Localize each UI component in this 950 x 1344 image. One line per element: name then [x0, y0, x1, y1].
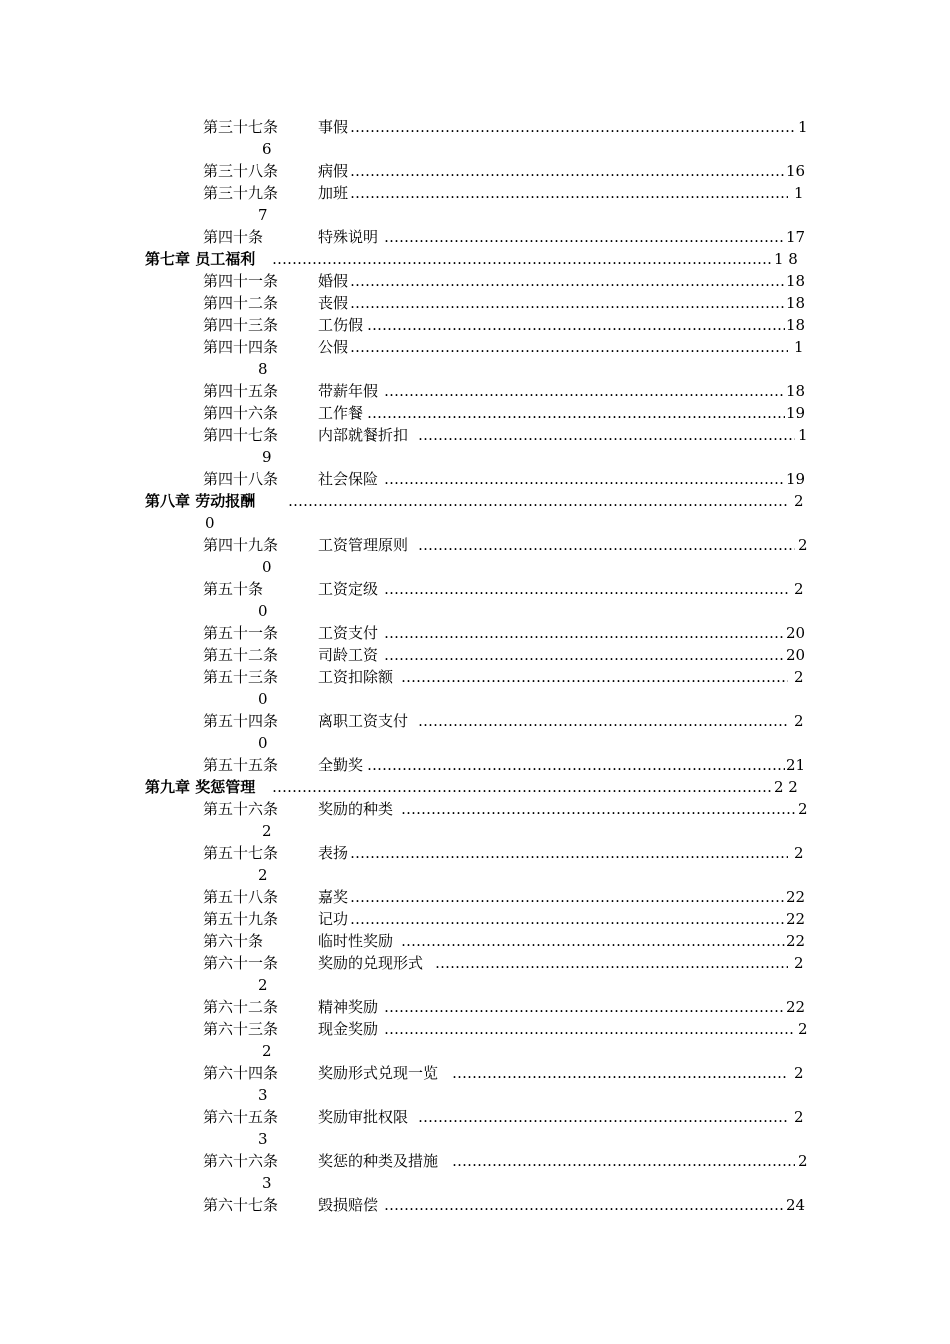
article-number: 第六十三条 [203, 1020, 279, 1038]
page-number: 22 [786, 888, 806, 906]
leader-dots [384, 644, 785, 666]
toc-entry [0, 292, 950, 314]
page-number: 2 [794, 1108, 804, 1126]
page-number: 19 [786, 404, 806, 422]
article-number: 第四十一条 [203, 272, 279, 290]
leader-dots [367, 754, 785, 776]
article-title: 临时性奖励 [318, 932, 394, 950]
toc-entry-wrap [0, 1172, 950, 1194]
page-number-wrap: 0 [258, 690, 268, 708]
article-title: 婚假 [318, 272, 349, 290]
article-title: 表扬 [318, 844, 349, 862]
toc-entry [0, 644, 950, 666]
toc-entry-wrap [0, 974, 950, 996]
toc-entry [0, 534, 950, 556]
article-number: 第五十八条 [203, 888, 279, 906]
page-number-wrap: 6 [262, 140, 272, 158]
article-number: 第四十条 [203, 228, 264, 246]
article-title: 工资支付 [318, 624, 379, 642]
article-title: 加班 [318, 184, 349, 202]
article-number: 第五十九条 [203, 910, 279, 928]
leader-dots [452, 1062, 788, 1084]
toc-entry [0, 842, 950, 864]
toc-entry-wrap [0, 600, 950, 622]
article-title: 社会保险 [318, 470, 379, 488]
leader-dots [350, 270, 785, 292]
article-number: 第三十九条 [203, 184, 279, 202]
toc-entry [0, 402, 950, 424]
toc-entry [0, 886, 950, 908]
article-number: 第六十四条 [203, 1064, 279, 1082]
page-number-wrap: 2 [258, 976, 268, 994]
leader-dots [401, 930, 785, 952]
leader-dots [350, 842, 788, 864]
toc-entry [0, 1062, 950, 1084]
article-title: 离职工资支付 [318, 712, 409, 730]
page-number: 22 [786, 910, 806, 928]
page-number: 18 [786, 382, 806, 400]
page-number: 2 [794, 1064, 804, 1082]
leader-dots [384, 1018, 795, 1040]
toc-entry-wrap [0, 1040, 950, 1062]
page-number: 2 [794, 954, 804, 972]
leader-dots [452, 1150, 795, 1172]
article-number: 第五十七条 [203, 844, 279, 862]
leader-dots [401, 798, 795, 820]
article-number: 第四十五条 [203, 382, 279, 400]
leader-dots [384, 578, 788, 600]
leader-dots [272, 776, 772, 798]
page-number: 17 [786, 228, 806, 246]
page-number-wrap: 2 [258, 866, 268, 884]
article-title: 司龄工资 [318, 646, 379, 664]
article-title: 奖励的种类 [318, 800, 394, 818]
article-title: 丧假 [318, 294, 349, 312]
toc-entry [0, 622, 950, 644]
article-number: 第四十三条 [203, 316, 279, 334]
toc-entry [0, 160, 950, 182]
article-title: 带薪年假 [318, 382, 379, 400]
page-number: 20 [786, 646, 806, 664]
article-title: 嘉奖 [318, 888, 349, 906]
article-title: 病假 [318, 162, 349, 180]
article-title: 毁损赔偿 [318, 1196, 379, 1214]
page-number: 16 [786, 162, 806, 180]
leader-dots [384, 996, 785, 1018]
article-number: 第六十条 [203, 932, 264, 950]
page-number: 1 [798, 118, 808, 136]
toc-entry [0, 336, 950, 358]
toc-entry-wrap [0, 358, 950, 380]
toc-entry [0, 908, 950, 930]
article-number: 第三十七条 [203, 118, 279, 136]
toc-chapter-wrap [0, 512, 950, 534]
article-title: 全勤奖 [318, 756, 364, 774]
page-number: 18 [786, 272, 806, 290]
toc-entry [0, 754, 950, 776]
leader-dots [435, 952, 788, 974]
article-number: 第五十五条 [203, 756, 279, 774]
page-number: 1 [794, 338, 804, 356]
page-number-wrap: 8 [258, 360, 268, 378]
toc-entry-wrap [0, 556, 950, 578]
toc-entry-wrap [0, 138, 950, 160]
toc-entry [0, 930, 950, 952]
page-number: 1 8 [774, 250, 798, 268]
toc-entry [0, 1194, 950, 1216]
article-number: 第四十七条 [203, 426, 279, 444]
toc-entry-wrap [0, 732, 950, 754]
toc-entry-wrap [0, 864, 950, 886]
toc-entry [0, 270, 950, 292]
page-number: 2 [794, 580, 804, 598]
chapter-title: 第九章 奖惩管理 [145, 778, 256, 796]
article-title: 内部就餐折扣 [318, 426, 409, 444]
page-number-wrap: 0 [262, 558, 272, 576]
article-title: 公假 [318, 338, 349, 356]
article-number: 第四十六条 [203, 404, 279, 422]
article-title: 工资管理原则 [318, 536, 409, 554]
leader-dots [350, 336, 788, 358]
article-number: 第五十三条 [203, 668, 279, 686]
article-number: 第四十八条 [203, 470, 279, 488]
page-number-wrap: 0 [258, 734, 268, 752]
toc-entry [0, 182, 950, 204]
toc-entry [0, 666, 950, 688]
toc-entry [0, 578, 950, 600]
toc-entry-wrap [0, 204, 950, 226]
page-number-wrap: 9 [262, 448, 272, 466]
toc-entry [0, 1106, 950, 1128]
toc-entry [0, 226, 950, 248]
page-number: 22 [786, 932, 806, 950]
toc-entry [0, 116, 950, 138]
leader-dots [367, 402, 785, 424]
leader-dots [384, 380, 785, 402]
page-number-wrap: 7 [258, 206, 268, 224]
toc-chapter [0, 776, 950, 798]
toc-chapter [0, 248, 950, 270]
chapter-title: 第七章 员工福利 [145, 250, 256, 268]
toc-entry [0, 1150, 950, 1172]
page-number: 22 [786, 998, 806, 1016]
page-number-wrap: 2 [262, 1042, 272, 1060]
table-of-contents [0, 116, 950, 1216]
leader-dots [288, 490, 788, 512]
page-number: 2 2 [774, 778, 798, 796]
article-title: 现金奖励 [318, 1020, 379, 1038]
leader-dots [384, 468, 785, 490]
article-title: 事假 [318, 118, 349, 136]
page-number: 1 [798, 426, 808, 444]
article-title: 记功 [318, 910, 349, 928]
toc-entry [0, 1018, 950, 1040]
article-title: 工作餐 [318, 404, 364, 422]
leader-dots [350, 116, 795, 138]
leader-dots [401, 666, 788, 688]
toc-entry-wrap [0, 688, 950, 710]
leader-dots [418, 424, 795, 446]
page-number: 2 [794, 492, 804, 510]
toc-entry [0, 468, 950, 490]
page-number: 2 [798, 1020, 808, 1038]
leader-dots [272, 248, 772, 270]
page-number-wrap: 0 [205, 514, 215, 532]
toc-entry [0, 798, 950, 820]
page-number-wrap: 3 [258, 1130, 268, 1148]
article-title: 奖励审批权限 [318, 1108, 409, 1126]
article-number: 第四十二条 [203, 294, 279, 312]
toc-entry-wrap [0, 820, 950, 842]
page-number: 18 [786, 294, 806, 312]
page-number: 2 [794, 712, 804, 730]
toc-entry [0, 314, 950, 336]
article-number: 第五十二条 [203, 646, 279, 664]
page-number-wrap: 3 [258, 1086, 268, 1104]
article-number: 第六十一条 [203, 954, 279, 972]
page-number: 2 [798, 800, 808, 818]
article-number: 第六十七条 [203, 1196, 279, 1214]
leader-dots [384, 226, 785, 248]
leader-dots [350, 908, 785, 930]
page-number-wrap: 0 [258, 602, 268, 620]
article-number: 第五十六条 [203, 800, 279, 818]
leader-dots [384, 622, 785, 644]
toc-entry-wrap [0, 1084, 950, 1106]
page-number: 2 [794, 668, 804, 686]
article-title: 奖励形式兑现一览 [318, 1064, 439, 1082]
toc-entry-wrap [0, 446, 950, 468]
toc-entry [0, 996, 950, 1018]
leader-dots [418, 1106, 788, 1128]
toc-entry-wrap [0, 1128, 950, 1150]
article-title: 工伤假 [318, 316, 364, 334]
leader-dots [418, 710, 788, 732]
article-title: 奖惩的种类及措施 [318, 1152, 439, 1170]
chapter-title: 第八章 劳动报酬 [145, 492, 256, 510]
page-number: 21 [786, 756, 806, 774]
article-number: 第六十六条 [203, 1152, 279, 1170]
toc-chapter [0, 490, 950, 512]
leader-dots [350, 182, 788, 204]
article-number: 第五十条 [203, 580, 264, 598]
article-number: 第四十九条 [203, 536, 279, 554]
leader-dots [384, 1194, 785, 1216]
leader-dots [350, 160, 785, 182]
page-number: 2 [798, 1152, 808, 1170]
toc-entry [0, 380, 950, 402]
article-number: 第三十八条 [203, 162, 279, 180]
page-number: 1 [794, 184, 804, 202]
article-title: 奖励的兑现形式 [318, 954, 424, 972]
page-number-wrap: 3 [262, 1174, 272, 1192]
article-number: 第六十五条 [203, 1108, 279, 1126]
leader-dots [367, 314, 785, 336]
page-number: 2 [794, 844, 804, 862]
page-number: 20 [786, 624, 806, 642]
page-number: 24 [786, 1196, 806, 1214]
toc-entry [0, 424, 950, 446]
article-title: 工资扣除额 [318, 668, 394, 686]
leader-dots [418, 534, 795, 556]
article-number: 第五十一条 [203, 624, 279, 642]
article-number: 第四十四条 [203, 338, 279, 356]
article-number: 第五十四条 [203, 712, 279, 730]
article-title: 工资定级 [318, 580, 379, 598]
article-title: 特殊说明 [318, 228, 379, 246]
page-number-wrap: 2 [262, 822, 272, 840]
toc-entry [0, 952, 950, 974]
page-number: 2 [798, 536, 808, 554]
leader-dots [350, 292, 785, 314]
article-title: 精神奖励 [318, 998, 379, 1016]
toc-entry [0, 710, 950, 732]
article-number: 第六十二条 [203, 998, 279, 1016]
page-number: 19 [786, 470, 806, 488]
page-number: 18 [786, 316, 806, 334]
leader-dots [350, 886, 785, 908]
